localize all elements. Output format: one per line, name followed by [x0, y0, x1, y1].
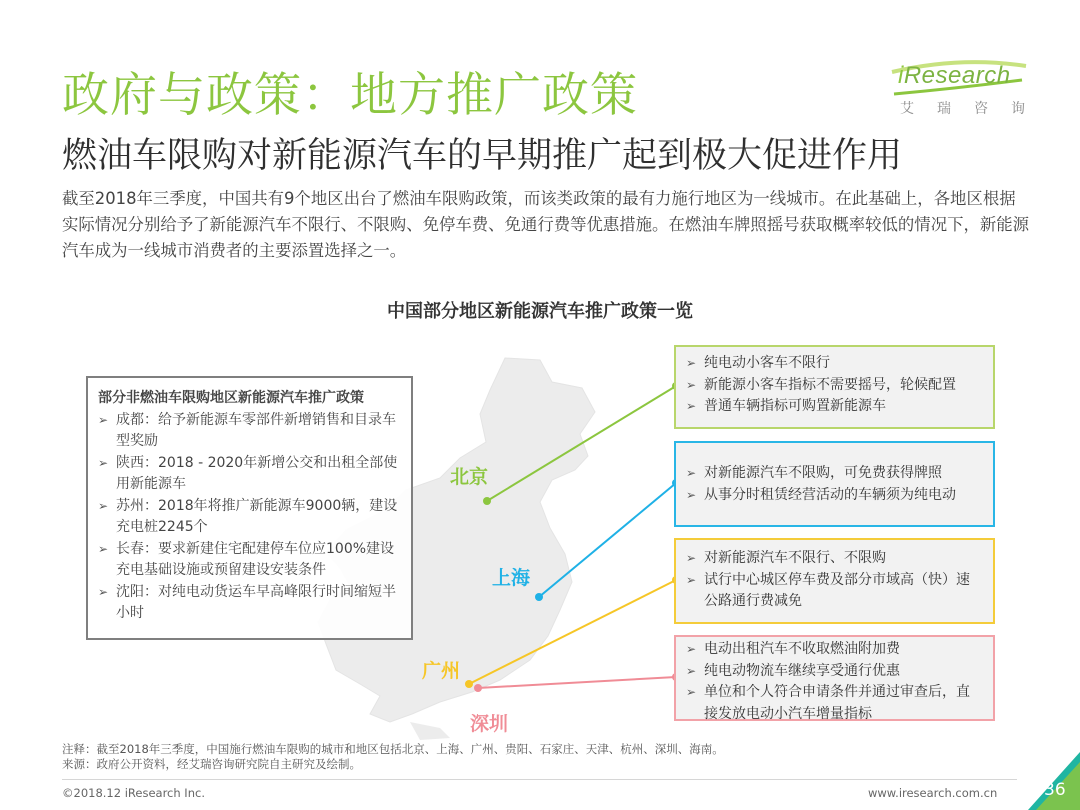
arrow-bullet-icon: ➢ [686, 377, 697, 392]
city-label-shenzhen: 深圳 [470, 713, 509, 735]
arrow-bullet-icon: ➢ [686, 685, 697, 699]
beijing-connector-line [487, 386, 676, 501]
arrow-bullet-icon: ➢ [686, 399, 697, 413]
guangzhou-marker [465, 680, 473, 688]
arrow-bullet-icon: ➢ [98, 455, 109, 470]
arrow-bullet-icon: ➢ [686, 572, 697, 587]
left-box-heading: 部分非燃油车限购地区新能源汽车推广政策 [98, 390, 364, 406]
website-url: www.iresearch.com.cn [868, 786, 998, 800]
arrow-bullet-icon: ➢ [686, 487, 697, 502]
page-title: 政府与政策：地方推广政策 [62, 68, 638, 123]
list-item: ➢ 长春：要求新建住宅配建停车位应100%建设充电基础设施或预留建设安装条件 [98, 539, 401, 582]
shenzhen-policy-box [674, 635, 995, 721]
arrow-bullet-icon: ➢ [98, 584, 109, 599]
figure-title: 中国部分地区新能源汽车推广政策一览 [387, 301, 693, 322]
beijing-marker [483, 497, 491, 505]
arrow-bullet-icon: ➢ [686, 551, 697, 565]
list-item: ➢ 新能源小客车指标不需要摇号，轮候配置 [686, 375, 983, 397]
list-item: ➢ 纯电动小客车不限行 [686, 353, 983, 375]
copyright: ©2018.12 iResearch Inc. [62, 786, 205, 800]
guangzhou-policy-box [674, 538, 995, 624]
footnote-source: 来源：政府公开资料，经艾瑞咨询研究院自主研究及绘制。 [62, 757, 361, 771]
guangzhou-connector-line [469, 580, 676, 684]
city-label-beijing: 北京 [450, 466, 489, 488]
footer-divider [62, 779, 1017, 780]
footnote [62, 742, 724, 772]
arrow-bullet-icon: ➢ [686, 663, 697, 678]
shenzhen-marker [474, 684, 482, 692]
list-item: ➢ 对新能源汽车不限购，可免费获得牌照 [686, 463, 983, 485]
shanghai-policy-box [674, 441, 995, 527]
list-item: ➢ 苏州：2018年将推广新能源车9000辆，建设充电桩2245个 [98, 496, 401, 539]
list-item: ➢ 陕西：2018 - 2020年新增公交和出租全部使用新能源车 [98, 453, 401, 496]
footnote-note: 注释：截至2018年三季度，中国施行燃油车限购的城市和地区包括北京、上海、广州、贵阳、石家庄、天津、杭州、深圳、海南。 [62, 742, 724, 756]
logo-chinese-name: 艾 瑞 咨 询 [900, 101, 1025, 117]
non-restricted-region-policies-box [86, 376, 413, 640]
shanghai-connector-line [539, 483, 676, 597]
list-item: ➢ 从事分时租赁经营活动的车辆须为纯电动 [686, 485, 983, 507]
list-item: ➢ 对新能源汽车不限行、不限购 [686, 548, 983, 570]
city-label-guangzhou: 广州 [422, 660, 461, 682]
shanghai-marker [535, 593, 543, 601]
list-item: ➢ 试行中心城区停车费及部分市域高（快）速公路通行费减免 [686, 570, 983, 613]
arrow-bullet-icon: ➢ [686, 356, 697, 370]
intro-paragraph: 截至2018年三季度，中国共有9个地区出台了燃油车限购政策，而该类政策的最有力施行地区为一线城市。在此基础上，各地区根据实际情况分别给予了新能源汽车不限行、不限购、免停车费、免通行费等优惠措施。在燃油车牌照摇号获取概率较低的情况下，新能源汽车成为一线城市消费者的主要添置选择之一。 [62, 189, 1030, 260]
page-subtitle: 燃油车限购对新能源汽车的早期推广起到极大促进作用 [62, 136, 903, 176]
list-item: ➢ 电动出租汽车不收取燃油附加费 [686, 639, 983, 661]
shenzhen-connector-line [478, 677, 676, 688]
page-number: 36 [1044, 780, 1066, 800]
list-item: ➢ 普通车辆指标可购置新能源车 [686, 396, 983, 418]
arrow-bullet-icon: ➢ [98, 498, 109, 513]
arrow-bullet-icon: ➢ [686, 642, 697, 656]
list-item: ➢ 纯电动物流车继续享受通行优惠 [686, 661, 983, 683]
list-item: ➢ 沈阳：对纯电动货运车早高峰限行时间缩短半小时 [98, 582, 401, 625]
arrow-bullet-icon: ➢ [686, 466, 697, 480]
list-item: ➢ 单位和个人符合申请条件并通过审查后，直接发放电动小汽车增量指标 [686, 682, 983, 725]
arrow-bullet-icon: ➢ [98, 412, 109, 427]
city-label-shanghai: 上海 [492, 567, 531, 589]
beijing-policy-box [674, 345, 995, 429]
arrow-bullet-icon: ➢ [98, 541, 109, 556]
logo-wordmark: iResearch [898, 62, 1011, 89]
list-item: ➢ 成都：给予新能源车零部件新增销售和目录车型奖励 [98, 410, 401, 453]
